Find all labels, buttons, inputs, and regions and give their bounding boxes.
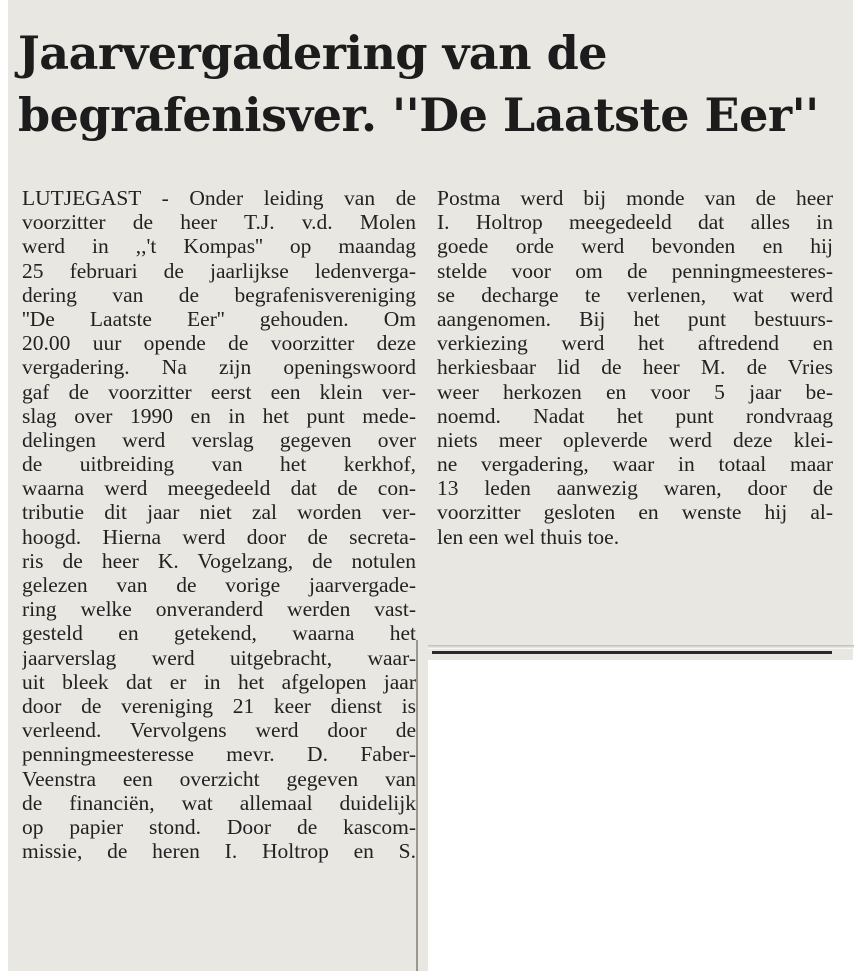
article-text-line: 13 leden aanwezig waren, door de	[437, 476, 833, 501]
article-text-line: I. Holtrop meegedeeld dat alles in	[437, 210, 833, 235]
article-text-line: ne vergadering, waar in totaal maar	[437, 452, 833, 477]
article-text-line: noemd. Nadat het punt rondvraag	[437, 403, 833, 428]
end-of-article-rule	[432, 651, 832, 654]
headline-line: Jaarvergadering van de	[18, 26, 607, 80]
article-text-line: werd in ,,'t Kompas'' op maandag	[22, 234, 416, 259]
article-text-line: ris de heer K. Vogelzang, de notulen	[22, 548, 416, 573]
article-text-line: voorzitter gesloten en wenste hij al-	[437, 500, 833, 525]
article-text-line: weer herkozen en voor 5 jaar be-	[437, 379, 833, 404]
article-text-line: tributie dit jaar niet zal worden ver-	[22, 500, 416, 525]
article-column-right	[437, 186, 833, 549]
article-text-line: Veenstra een overzicht gegeven van	[22, 766, 416, 791]
article-text-line: vergadering. Na zijn openingswoord	[22, 355, 416, 380]
article-text-line: ring welke onveranderd werden vast-	[22, 597, 416, 622]
article-text-line: gesteld en getekend, waarna het	[22, 621, 416, 646]
article-text-line: verkiezing werd het aftredend en	[437, 331, 833, 356]
article-text-line: voorzitter de heer T.J. v.d. Molen	[22, 210, 416, 235]
article-text-line: door de vereniging 21 keer dienst is	[22, 693, 416, 718]
article-text-line: Postma werd bij monde van de heer	[437, 186, 833, 210]
article-text-line: gelezen van de vorige jaarvergade-	[22, 573, 416, 597]
headline-line: begrafenisver. ''De Laatste Eer''	[18, 88, 819, 142]
article-text-line: 25 februari de jaarlijkse ledenverga-	[22, 258, 416, 283]
article-headline	[18, 22, 838, 146]
article-text-line: verleend. Vervolgens werd door de	[22, 718, 416, 743]
article-text-line: dering van de begrafenisvereniging	[22, 282, 416, 307]
cut-edge-line	[416, 640, 418, 971]
cut-edge-shadow	[428, 645, 854, 649]
article-text-line: uit bleek dat er in het afgelopen jaar	[22, 669, 416, 694]
article-text-line: 20.00 uur opende de voorzitter deze	[22, 331, 416, 356]
article-text-line: aangenomen. Bij het punt bestuurs-	[437, 306, 833, 331]
article-text-line: goede orde werd bevonden en hij	[437, 234, 833, 259]
article-text-line: stelde voor om de penningmeesteres-	[437, 258, 833, 283]
article-text-line: de financiën, wat allemaal duidelijk	[22, 790, 416, 815]
article-text-line: gaf de voorzitter eerst een klein ver-	[22, 379, 416, 404]
article-text-line: jaarverslag werd uitgebracht, waar-	[22, 645, 416, 670]
article-column-left	[22, 186, 416, 863]
article-text-line: niets meer opleverde werd deze klei-	[437, 427, 833, 452]
article-text-line: herkiesbaar lid de heer M. de Vries	[437, 355, 833, 380]
article-text-line: waarna werd meegedeeld dat de con-	[22, 476, 416, 501]
article-text-line: ''De Laatste Eer'' gehouden. Om	[22, 306, 416, 331]
article-text-line: len een wel thuis toe.	[437, 524, 620, 549]
article-text-line: op papier stond. Door de kascom-	[22, 814, 416, 839]
article-text-line: delingen werd verslag gegeven over	[22, 427, 416, 452]
article-text-line: hoogd. Hierna werd door de secreta-	[22, 524, 416, 549]
article-text-line: slag over 1990 en in het punt mede-	[22, 403, 416, 428]
article-text-line: de uitbreiding van het kerkhof,	[22, 452, 416, 477]
article-text-line: se decharge te verlenen, wat werd	[437, 282, 833, 307]
article-text-line: missie, de heren I. Holtrop en S.	[22, 839, 416, 864]
article-text-line: penningmeesteresse mevr. D. Faber-	[22, 742, 416, 767]
article-text-line: LUTJEGAST - Onder leiding van de	[22, 186, 416, 210]
